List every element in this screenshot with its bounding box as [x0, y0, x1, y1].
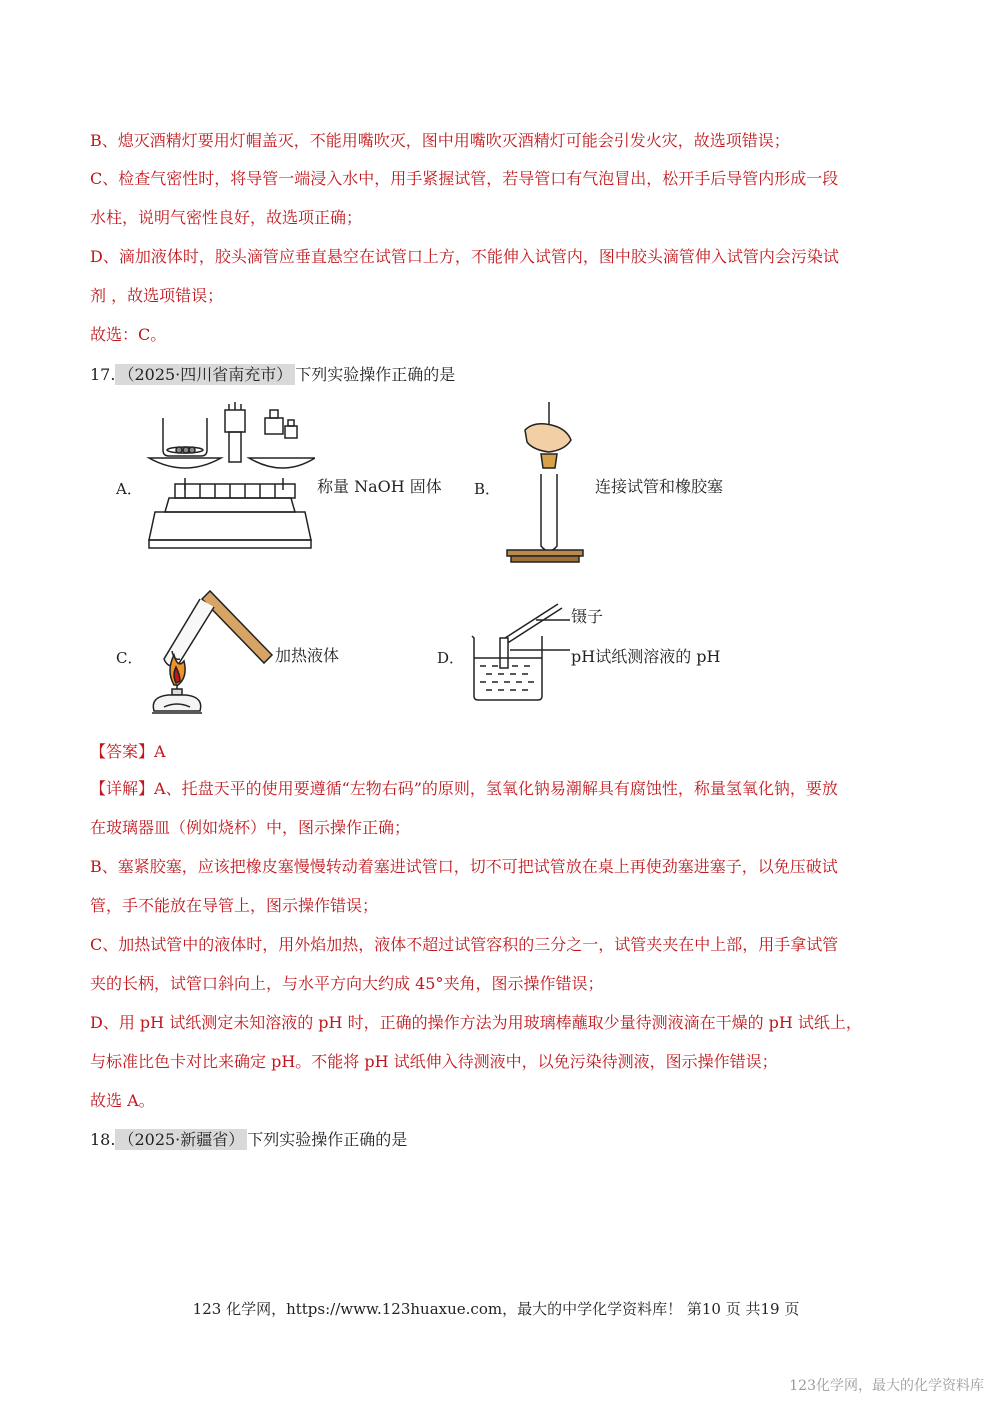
- tweezers-label: 镊子: [571, 607, 604, 626]
- option-a-letter: A．: [116, 480, 142, 498]
- option-d-caption: pH试纸测溶液的 pH: [571, 647, 721, 666]
- detail-line-8: 与标准比色卡对比来确定 pH。不能将 pH 试纸伸入待测液中，以免污染待测液，图示操作错误；: [90, 1052, 778, 1071]
- page-footer: 123 化学网，https://www.123huaxue.com，最大的中学化学资料库！ 第10 页 共19 页: [192, 1300, 800, 1318]
- explain-c-2: 水柱，说明气密性良好，故选项正确；: [90, 208, 363, 227]
- detail-line-3: B、塞紧胶塞，应该把橡皮塞慢慢转动着塞进试管口，切不可把试管放在桌上再使劲塞进塞子，以免压破试: [90, 857, 838, 876]
- detail-label: 【详解】: [90, 779, 155, 798]
- explain-d-1: D、滴加液体时，胶头滴管应垂直悬空在试管口上方，不能伸入试管内，图中胶头滴管伸入试管内会污染试: [90, 247, 839, 266]
- option-c-letter: C．: [116, 649, 143, 667]
- detail-line-1: 【详解】A、托盘天平的使用要遵循“左物右码”的原则，氢氧化钠易潮解具有腐蚀性，称量氢氧化钠，要放: [90, 779, 838, 798]
- question-number: 18.: [90, 1130, 116, 1149]
- answer-value: A: [154, 742, 166, 761]
- test-tube-stopper-illustration: [505, 400, 585, 568]
- heating-liquid-illustration: [140, 585, 275, 720]
- question-text: 下列实验操作正确的是: [295, 365, 456, 384]
- question-source-tag: （2025·新疆省）: [115, 1129, 247, 1150]
- option-d-letter: D．: [437, 649, 465, 667]
- option-a-caption: 称量 NaOH 固体: [317, 477, 442, 496]
- option-b-letter: B．: [474, 480, 501, 498]
- answer-line: [90, 741, 166, 763]
- option-c-caption: 加热液体: [275, 646, 340, 665]
- option-b-caption: 连接试管和橡胶塞: [595, 477, 724, 496]
- detail-line-6: 夹的长柄，试管口斜向上，与水平方向大约成 45°夹角，图示操作错误；: [90, 974, 604, 993]
- ph-test-illustration: [466, 600, 571, 705]
- detail-line-2: 在玻璃器皿（例如烧杯）中，图示操作正确；: [90, 818, 411, 837]
- question-18-stem: [90, 1129, 407, 1151]
- detail-line-4: 管，手不能放在导管上，图示操作错误；: [90, 896, 379, 915]
- explain-answer: 故选：C。: [90, 325, 167, 344]
- explain-b: B、熄灭酒精灯要用灯帽盖灭，不能用嘴吹灭，图中用嘴吹灭酒精灯可能会引发火灾，故选项错误；: [90, 131, 790, 150]
- detail-line-5: C、加热试管中的液体时，用外焰加热，液体不超过试管容积的三分之一，试管夹夹在中上部，用手拿试管: [90, 935, 839, 954]
- question-number: 17.: [90, 365, 116, 384]
- explain-c-1: C、检查气密性时，将导管一端浸入水中，用手紧握试管，若导管口有气泡冒出，松开手后导管内形成一段: [90, 169, 839, 188]
- answer-label: 【答案】: [90, 742, 155, 761]
- detail-line-9: 故选 A。: [90, 1091, 155, 1110]
- question-text: 下列实验操作正确的是: [247, 1130, 408, 1149]
- question-source-tag: （2025·四川省南充市）: [115, 364, 295, 385]
- question-17-stem: [90, 364, 455, 386]
- balance-illustration: [145, 400, 315, 552]
- explain-d-2: 剂 ，故选项错误；: [90, 286, 224, 305]
- watermark: 123化学网，最大的化学资料库: [789, 1378, 984, 1394]
- detail-line-7: D、用 pH 试纸测定未知溶液的 pH 时，正确的操作方法为用玻璃棒蘸取少量待测液滴在干燥的 pH 试纸上，: [90, 1013, 862, 1032]
